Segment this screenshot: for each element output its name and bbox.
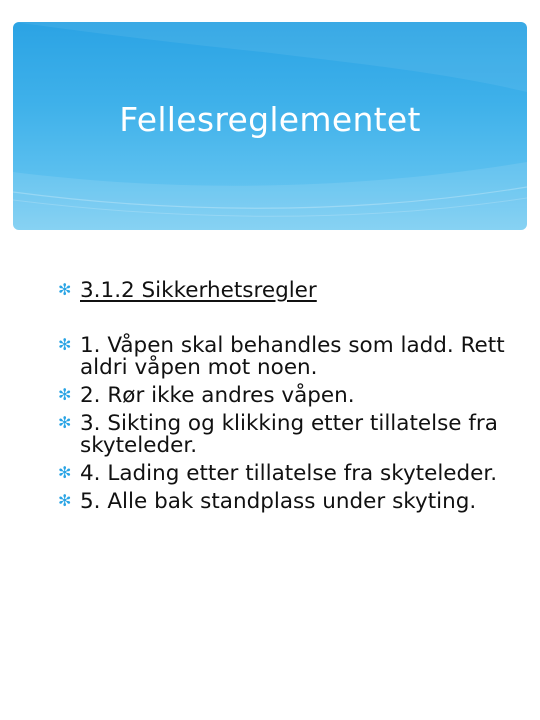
list-item-text: 4. Lading etter tillatelse fra skyteleder. — [80, 461, 498, 486]
list-item — [58, 335, 518, 379]
list-item-text: 2. Rør ikke andres våpen. — [80, 383, 355, 408]
asterisk-icon: ✻ — [58, 385, 72, 404]
list-item-text: 1. Våpen skal behandles som ladd. Rett aldri våpen mot noen. — [80, 333, 505, 380]
asterisk-icon: ✻ — [58, 413, 72, 432]
list-item-text: 3. Sikting og klikking etter tillatelse fra skyteleder. — [80, 411, 498, 458]
list-item — [58, 491, 518, 513]
list-item-text: 5. Alle bak standplass under skyting. — [80, 489, 477, 514]
list-item — [58, 413, 518, 457]
section-heading-text: 3.1.2 Sikkerhetsregler — [80, 278, 317, 303]
title-banner — [13, 22, 527, 230]
section-heading — [58, 280, 518, 302]
slide-title: Fellesreglementet — [119, 100, 421, 139]
list-item — [58, 385, 518, 407]
bullet-list — [58, 280, 518, 519]
asterisk-icon: ✻ — [58, 491, 72, 510]
asterisk-icon: ✻ — [58, 335, 72, 354]
asterisk-icon: ✻ — [58, 463, 72, 482]
list-item — [58, 463, 518, 485]
asterisk-icon: ✻ — [58, 280, 72, 299]
